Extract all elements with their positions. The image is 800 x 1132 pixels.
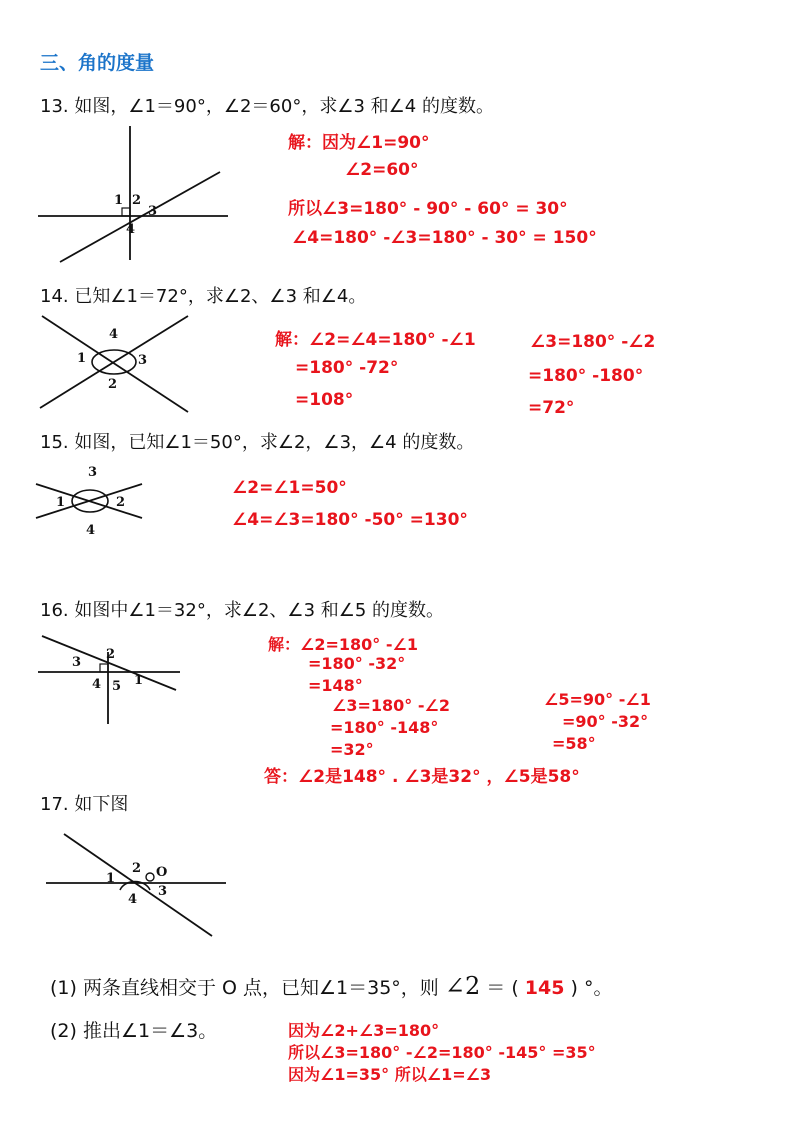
q17-part1-suffix: ) °。 [570, 977, 613, 999]
q17-part1-prefix: (1) 两条直线相交于 O 点，已知∠1＝35°，则 [50, 977, 439, 999]
q17-question: 17. 如下图 [40, 794, 129, 815]
q14-answer-left-1: 解：∠2=∠4=180° -∠1 [275, 330, 476, 350]
q15-label-4: 4 [86, 523, 96, 538]
q16-answer-right-1: ∠5=90° -∠1 [544, 690, 651, 709]
section-title: 三、角的度量 [40, 52, 155, 74]
q16-label-2: 2 [106, 647, 116, 662]
q17-part1 [50, 972, 612, 1000]
q17-label-3: 3 [158, 884, 168, 899]
q14-answer-right-1: ∠3=180° -∠2 [530, 332, 656, 352]
q16-label-3: 3 [72, 655, 82, 670]
q16-label-4: 4 [92, 677, 102, 692]
q16-answer-right-3: =58° [552, 734, 596, 753]
q13-figure [30, 120, 240, 270]
q14-answer-right-3: =72° [528, 398, 575, 418]
q14-answer-left-3: =108° [295, 390, 354, 410]
q16-figure [30, 628, 190, 728]
q16-answer-left-5: =180° -148° [330, 718, 439, 737]
q15-figure [30, 462, 150, 540]
q15-label-1: 1 [56, 495, 66, 510]
q16-answer-left-2: =180° -32° [308, 654, 406, 673]
q17-part1-eq: ＝ ( [486, 977, 519, 999]
q13-question: 13. 如图，∠1＝90°，∠2＝60°，求∠3 和∠4 的度数。 [40, 96, 494, 117]
q17-part2-prompt: (2) 推出∠1＝∠3。 [50, 1020, 218, 1042]
q17-part2-answer-1: 因为∠2+∠3=180° [288, 1021, 440, 1040]
q17-label-o: O [156, 865, 168, 880]
q13-label-3: 3 [148, 204, 158, 219]
q16-answer-left-4: ∠3=180° -∠2 [332, 696, 450, 715]
q14-label-4: 4 [109, 327, 119, 342]
q15-question: 15. 如图，已知∠1＝50°，求∠2，∠3，∠4 的度数。 [40, 432, 475, 453]
q14-label-1: 1 [77, 351, 87, 366]
q14-answer-left-2: =180° -72° [295, 358, 399, 378]
q15-label-2: 2 [116, 495, 126, 510]
q17-label-4: 4 [128, 892, 138, 907]
q16-label-1: 1 [134, 673, 144, 688]
q17-label-1: 1 [106, 871, 116, 886]
q15-answer-line-1: ∠2=∠1=50° [232, 478, 347, 498]
q16-label-5: 5 [112, 679, 122, 694]
q17-label-2: 2 [132, 861, 142, 876]
q17-part2-answer-2: 所以∠3=180° -∠2=180° -145° =35° [288, 1043, 596, 1062]
q13-answer-line-4: ∠4=180° -∠3=180° - 30° = 150° [292, 228, 597, 248]
q15-label-3: 3 [88, 465, 98, 480]
q14-answer-right-2: =180° -180° [528, 366, 644, 386]
q13-answer-line-1: 解：因为∠1=90° [288, 133, 430, 153]
q15-answer-line-2: ∠4=∠3=180° -50° =130° [232, 510, 468, 530]
q16-answer-left-3: =148° [308, 676, 363, 695]
q16-answer-left-6: =32° [330, 740, 374, 759]
q16-answer-left-1: 解：∠2=180° -∠1 [268, 635, 418, 654]
q16-question: 16. 如图中∠1＝32°，求∠2、∠3 和∠5 的度数。 [40, 600, 445, 621]
q16-conclusion: 答：∠2是148° . ∠3是32° ，∠5是58° [264, 767, 580, 787]
q14-label-2: 2 [108, 377, 118, 392]
q13-label-1: 1 [114, 193, 124, 208]
q14-question: 14. 已知∠1＝72°，求∠2、∠3 和∠4。 [40, 286, 367, 307]
q16-answer-right-2: =90° -32° [562, 712, 649, 731]
q17-part2-answer-3: 因为∠1=35° 所以∠1=∠3 [288, 1065, 492, 1084]
q17-part1-angle: ∠2 [444, 972, 481, 1000]
q13-answer-line-3: 所以∠3=180° - 90° - 60° = 30° [288, 199, 568, 219]
q17-figure [40, 828, 240, 948]
q14-label-3: 3 [138, 353, 148, 368]
q13-label-4: 4 [126, 222, 136, 237]
q17-part1-answer: 145 [524, 977, 565, 999]
q13-label-2: 2 [132, 193, 142, 208]
q14-figure [30, 308, 200, 418]
q13-answer-line-2: ∠2=60° [345, 160, 419, 180]
